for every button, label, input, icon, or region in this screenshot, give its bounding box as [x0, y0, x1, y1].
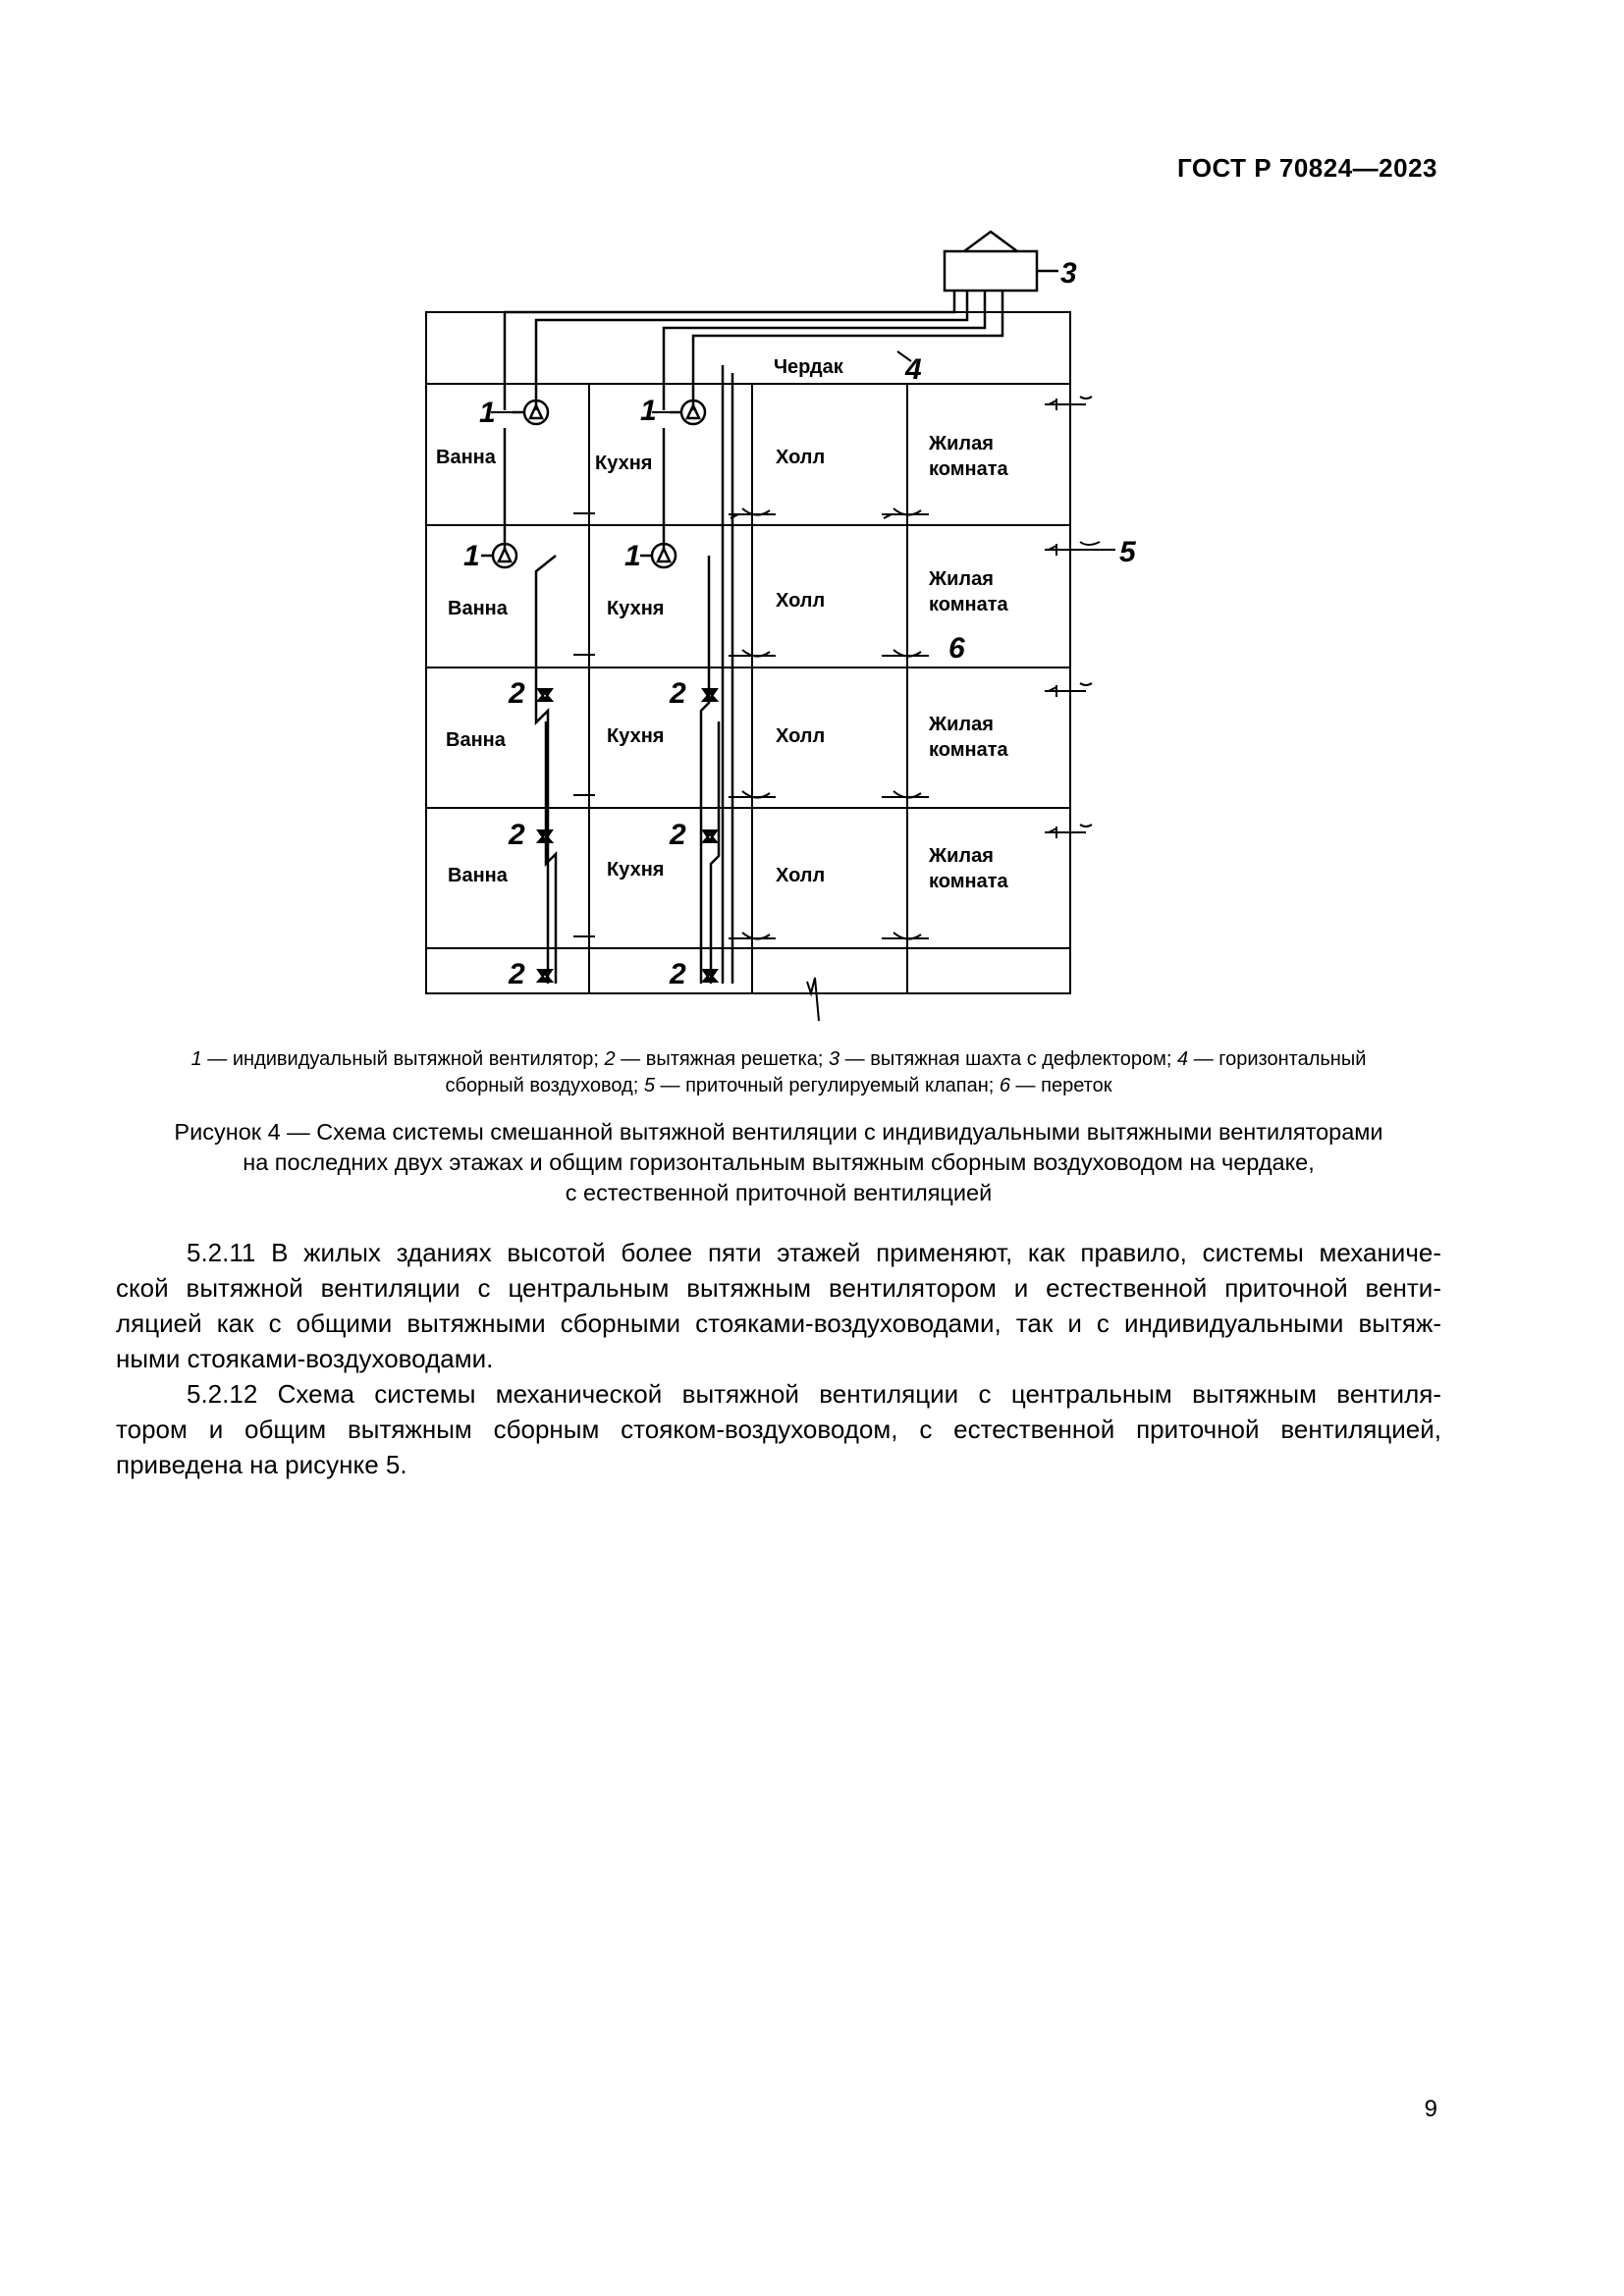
legend-text: — переток — [1010, 1075, 1112, 1096]
room-label-living: комната — [929, 739, 1008, 761]
paragraph-line: 5.2.11 В жилых зданиях высотой более пяти этажей применяют, как правило, системы механиче- — [187, 1238, 1441, 1267]
exhaust-ducts — [505, 291, 1002, 984]
room-label-hall: Холл — [776, 590, 826, 612]
callout-2: 2 — [509, 819, 525, 851]
room-label-hall: Холл — [776, 447, 826, 468]
room-label-bath: Ванна — [436, 447, 496, 468]
room-label-living: комната — [929, 458, 1008, 480]
break-mark — [807, 978, 819, 1021]
exhaust-shaft-with-deflector — [945, 232, 1058, 291]
document-header: ГОСТ Р 70824—2023 — [1176, 153, 1437, 183]
callout-3: 3 — [1060, 257, 1077, 290]
room-label-living: Жилая — [929, 433, 994, 454]
callout-2: 2 — [670, 958, 686, 990]
legend-num: 4 — [1177, 1048, 1189, 1070]
callout-2: 2 — [509, 677, 525, 710]
callout-6: 6 — [948, 632, 965, 665]
room-label-hall: Холл — [776, 865, 826, 886]
room-label-kitchen: Кухня — [607, 598, 665, 619]
room-label-living: Жилая — [929, 714, 994, 735]
figure-caption — [116, 1117, 1441, 1208]
callout-2: 2 — [670, 677, 686, 710]
legend-num: 3 — [828, 1048, 840, 1070]
room-label-kitchen: Кухня — [607, 859, 665, 881]
paragraph-line: ными стояками-воздуховодами. — [116, 1344, 494, 1373]
legend-text: — горизонтальный — [1188, 1048, 1367, 1070]
callout-5: 5 — [1119, 536, 1136, 568]
ventilation-scheme-figure — [0, 0, 1624, 1041]
room-label-living: Жилая — [929, 568, 994, 590]
paragraph-line: тором и общим вытяжным сборным стояком-воздуховодом, с естественной приточной вентиляцией, — [116, 1415, 1441, 1444]
callout-4: 4 — [905, 353, 922, 386]
attic-label: Чердак — [774, 356, 843, 378]
paragraph-line: ляцией как с общими вытяжными сборными стояками-воздуховодами, так и с индивидуальными вытяж- — [116, 1308, 1441, 1338]
paragraph-line: 5.2.12 Схема системы механической вытяжной вентиляции с центральным вытяжным вентиля- — [187, 1379, 1441, 1409]
room-label-living: комната — [929, 594, 1008, 615]
legend-num: 2 — [604, 1048, 616, 1070]
legend-line — [116, 1046, 1441, 1073]
room-label-kitchen: Кухня — [607, 725, 665, 747]
paragraph-line: ской вытяжной вентиляции с центральным вытяжным вентилятором и естественной приточной венти- — [116, 1273, 1441, 1303]
legend-num: 5 — [643, 1075, 655, 1096]
legend-text: — вытяжная решетка; — [615, 1048, 829, 1070]
individual-exhaust-fan — [481, 400, 705, 567]
legend-num: 6 — [999, 1075, 1010, 1096]
room-label-living: комната — [929, 871, 1008, 892]
room-label-hall: Холл — [776, 725, 826, 747]
legend-text: сборный воздуховод; — [445, 1075, 644, 1096]
paragraph-5-2-11 — [116, 1235, 1441, 1376]
legend-num: 1 — [190, 1048, 202, 1070]
caption-line: на последних двух этажах и общим горизонтальным вытяжным сборным воздуховодом на чердаке, — [243, 1149, 1315, 1175]
caption-line: Рисунок 4 — Схема системы смешанной вытяжной вентиляции с индивидуальными вытяжными вентиляторами — [174, 1119, 1383, 1145]
legend-text: — вытяжная шахта с дефлектором; — [839, 1048, 1178, 1070]
legend-line — [116, 1073, 1441, 1099]
callout-1: 1 — [640, 395, 657, 427]
paragraph-5-2-12 — [116, 1376, 1441, 1482]
page-number: 9 — [1424, 2096, 1437, 2122]
room-label-bath: Ванна — [448, 598, 508, 619]
supply-valve — [1045, 397, 1100, 838]
paragraph-line: приведена на рисунке 5. — [116, 1450, 407, 1479]
caption-line: с естественной приточной вентиляцией — [565, 1180, 993, 1205]
legend-text: — приточный регулируемый клапан; — [654, 1075, 1000, 1096]
room-label-living: Жилая — [929, 845, 994, 867]
room-label-bath: Ванна — [446, 729, 506, 751]
callout-1: 1 — [624, 540, 641, 572]
callout-2: 2 — [509, 958, 525, 990]
callout-1: 1 — [463, 540, 480, 572]
legend-text: — индивидуальный вытяжной вентилятор; — [201, 1048, 605, 1070]
figure-legend — [116, 1046, 1441, 1099]
callout-1: 1 — [479, 397, 496, 429]
room-label-bath: Ванна — [448, 865, 508, 886]
room-label-kitchen: Кухня — [595, 453, 653, 474]
overflow-transfer — [729, 508, 929, 939]
callout-2: 2 — [670, 819, 686, 851]
